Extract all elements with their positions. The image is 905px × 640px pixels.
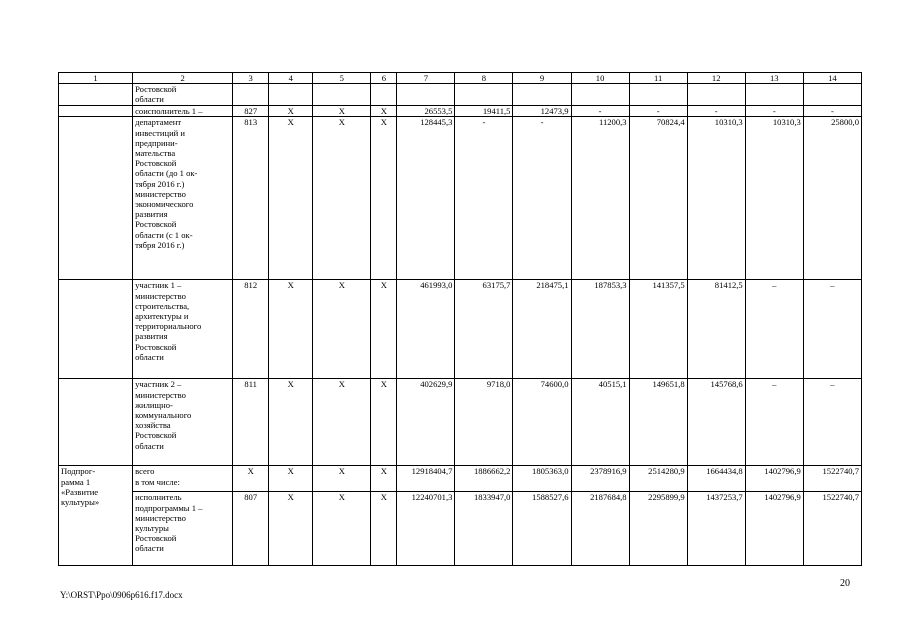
amount-cell: 11200,3 — [571, 117, 629, 280]
code-cell: Х — [233, 466, 269, 492]
program-cell — [59, 84, 133, 106]
code-cell: Х — [313, 466, 371, 492]
amount-cell: 461993,0 — [397, 280, 455, 379]
amount-cell: - — [629, 106, 687, 117]
amount-cell: 149651,8 — [629, 379, 687, 466]
column-number-cell: 8 — [455, 73, 513, 84]
amount-cell: - — [803, 106, 861, 117]
amount-cell: – — [803, 379, 861, 466]
code-cell: Х — [371, 280, 397, 379]
column-number-row — [59, 73, 862, 84]
amount-cell: 1522740,7 — [803, 492, 861, 566]
amount-cell: 25800,0 — [803, 117, 861, 280]
amount-cell: 187853,3 — [571, 280, 629, 379]
file-path-footer: Y:\ORST\Ppo\0906p616.f17.docx — [60, 590, 183, 600]
amount-cell: - — [513, 117, 571, 280]
participant-cell: участник 2 – министерство жилищно- коммунального хозяйства Ростовской области — [133, 379, 233, 466]
amount-cell: 12240701,3 — [397, 492, 455, 566]
column-number-cell: 7 — [397, 73, 455, 84]
amount-cell: 40515,1 — [571, 379, 629, 466]
column-number-cell: 13 — [745, 73, 803, 84]
code-cell: Х — [371, 379, 397, 466]
amount-cell — [629, 84, 687, 106]
amount-cell: – — [803, 280, 861, 379]
amount-cell: 19411,5 — [455, 106, 513, 117]
code-cell: Х — [313, 492, 371, 566]
amount-cell: 1402796,9 — [745, 466, 803, 492]
amount-cell: – — [745, 379, 803, 466]
code-cell: Х — [313, 379, 371, 466]
amount-cell: - — [745, 106, 803, 117]
program-cell: Подпрог- рамма 1 «Развитие культуры» — [59, 466, 133, 566]
code-cell: Х — [371, 117, 397, 280]
amount-cell: 2187684,8 — [571, 492, 629, 566]
column-number-cell: 9 — [513, 73, 571, 84]
amount-cell: 218475,1 — [513, 280, 571, 379]
column-number-cell: 12 — [687, 73, 745, 84]
code-cell: 827 — [233, 106, 269, 117]
participant-cell: исполнитель подпрограммы 1 – министерство культуры Ростовской области — [133, 492, 233, 566]
table-row — [59, 466, 862, 492]
code-cell: Х — [371, 106, 397, 117]
amount-cell — [745, 84, 803, 106]
column-number-cell: 1 — [59, 73, 133, 84]
amount-cell: 1437253,7 — [687, 492, 745, 566]
participant-cell: Ростовской области — [133, 84, 233, 106]
amount-cell: - — [455, 117, 513, 280]
code-cell: Х — [269, 379, 313, 466]
column-number-cell: 5 — [313, 73, 371, 84]
amount-cell: 1805363,0 — [513, 466, 571, 492]
code-cell — [233, 84, 269, 106]
participant-cell: участник 1 – министерство строительства, архитектуры и территориального развития Ростовской области — [133, 280, 233, 379]
amount-cell: 1833947,0 — [455, 492, 513, 566]
amount-cell: 26553,5 — [397, 106, 455, 117]
code-cell — [371, 84, 397, 106]
amount-cell — [397, 84, 455, 106]
program-cell — [59, 117, 133, 280]
code-cell: Х — [313, 117, 371, 280]
amount-cell — [803, 84, 861, 106]
participant-cell: всего в том числе: — [133, 466, 233, 492]
code-cell: Х — [371, 466, 397, 492]
amount-cell: – — [745, 280, 803, 379]
column-number-cell: 14 — [803, 73, 861, 84]
page-number: 20 — [840, 578, 850, 589]
amount-cell: 74600,0 — [513, 379, 571, 466]
amount-cell: 1402796,9 — [745, 492, 803, 566]
code-cell — [313, 84, 371, 106]
amount-cell: 70824,4 — [629, 117, 687, 280]
code-cell: Х — [269, 492, 313, 566]
amount-cell: 10310,3 — [687, 117, 745, 280]
code-cell: Х — [269, 106, 313, 117]
code-cell: 807 — [233, 492, 269, 566]
amount-cell: 1522740,7 — [803, 466, 861, 492]
amount-cell: 81412,5 — [687, 280, 745, 379]
amount-cell: 1664434,8 — [687, 466, 745, 492]
table-row — [59, 280, 862, 379]
code-cell: Х — [313, 280, 371, 379]
amount-cell: 1588527,6 — [513, 492, 571, 566]
amount-cell: - — [571, 106, 629, 117]
amount-cell — [571, 84, 629, 106]
participant-cell: соисполнитель 1 – — [133, 106, 233, 117]
column-number-cell: 11 — [629, 73, 687, 84]
document-table — [58, 72, 862, 566]
table-row — [59, 492, 862, 566]
column-number-cell: 4 — [269, 73, 313, 84]
amount-cell: 145768,6 — [687, 379, 745, 466]
code-cell: Х — [313, 106, 371, 117]
code-cell: Х — [371, 492, 397, 566]
column-number-cell: 3 — [233, 73, 269, 84]
program-cell — [59, 280, 133, 379]
amount-cell: 12473,9 — [513, 106, 571, 117]
table-row — [59, 379, 862, 466]
amount-cell: 2295899,9 — [629, 492, 687, 566]
code-cell: Х — [269, 280, 313, 379]
amount-cell: 12918404,7 — [397, 466, 455, 492]
column-number-cell: 2 — [133, 73, 233, 84]
table-row — [59, 117, 862, 280]
column-number-cell: 6 — [371, 73, 397, 84]
amount-cell: 10310,3 — [745, 117, 803, 280]
table-row — [59, 84, 862, 106]
participant-cell: департамент инвестиций и предприни- мательства Ростовской области (до 1 ок- тября 2016 г.) министерство экономического развития Ростовской области (с 1 ок- тября 2016 г.) — [133, 117, 233, 280]
amount-cell: 1886662,2 — [455, 466, 513, 492]
amount-cell: 128445,3 — [397, 117, 455, 280]
amount-cell: 2514280,9 — [629, 466, 687, 492]
amount-cell — [455, 84, 513, 106]
amount-cell — [513, 84, 571, 106]
code-cell: 813 — [233, 117, 269, 280]
code-cell: Х — [269, 466, 313, 492]
column-number-cell: 10 — [571, 73, 629, 84]
amount-cell: - — [687, 106, 745, 117]
amount-cell: 402629,9 — [397, 379, 455, 466]
code-cell: 812 — [233, 280, 269, 379]
table-row — [59, 106, 862, 117]
code-cell: 811 — [233, 379, 269, 466]
code-cell — [269, 84, 313, 106]
program-cell — [59, 379, 133, 466]
amount-cell: 9718,0 — [455, 379, 513, 466]
amount-cell: 63175,7 — [455, 280, 513, 379]
program-cell — [59, 106, 133, 117]
code-cell: Х — [269, 117, 313, 280]
amount-cell — [687, 84, 745, 106]
amount-cell: 141357,5 — [629, 280, 687, 379]
amount-cell: 2378916,9 — [571, 466, 629, 492]
